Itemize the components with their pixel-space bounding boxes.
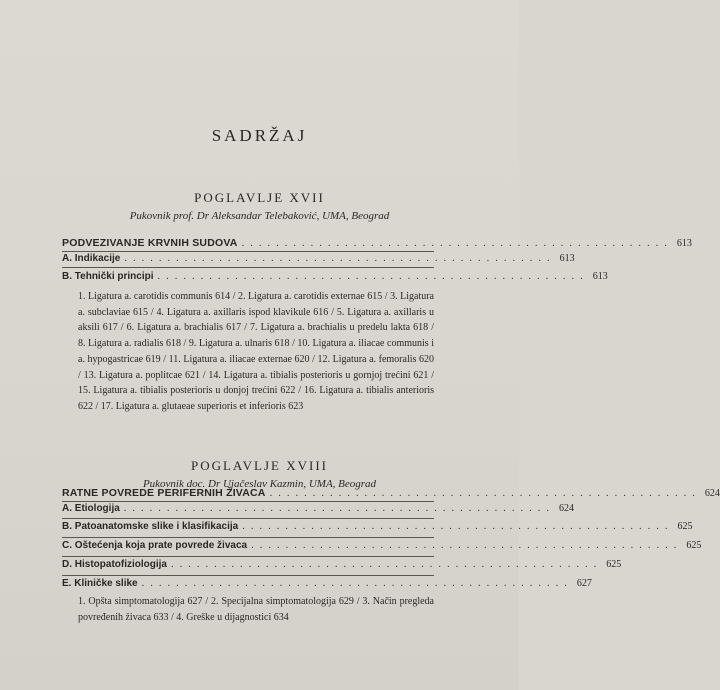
divider xyxy=(62,575,434,576)
divider xyxy=(62,501,434,502)
leader-dots: .................................................. xyxy=(269,488,701,499)
toc-entry xyxy=(62,540,702,556)
leader-dots: .................................................. xyxy=(242,521,674,532)
divider xyxy=(62,518,434,519)
toc-entry-label: B. Tehnički principi xyxy=(62,271,154,282)
chapter-heading: POGLAVLJE XVII xyxy=(194,190,325,205)
toc-entry xyxy=(62,503,575,519)
toc-entry xyxy=(62,559,622,575)
toc-entry xyxy=(62,521,693,537)
toc-entry-label: C. Oštećenja koja prate povrede živaca xyxy=(62,540,248,551)
toc-entry-label: PODVEZIVANJE KRVNIH SUDOVA xyxy=(62,237,238,249)
leader-dots: .................................................. xyxy=(124,253,556,264)
toc-entry-label: A. Indikacije xyxy=(62,253,121,264)
leader-dots: .................................................. xyxy=(241,238,673,249)
toc-entry-label: D. Histopatofiziologija xyxy=(62,559,167,570)
leader-dots: .................................................. xyxy=(141,578,573,589)
leader-dots: .................................................. xyxy=(123,503,556,514)
toc-entry-page: 625 xyxy=(686,540,702,551)
divider xyxy=(62,537,434,538)
leader-dots: .................................................. xyxy=(251,540,683,551)
toc-entry-label: E. Kliničke slike xyxy=(62,578,138,589)
toc-entry-page: 613 xyxy=(559,253,575,264)
toc-entry xyxy=(62,578,592,594)
toc-entry xyxy=(62,271,608,287)
toc-entry-page: 613 xyxy=(592,271,608,282)
toc-entry-page: 627 xyxy=(576,578,592,589)
chapter-author: Pukovnik doc. Dr Ujačeslav Kazmin, UMA, Beograd xyxy=(142,478,377,490)
subentry-list: 1. Opšta simptomatologija 627 / 2. Specijalna simptomatologija 629 / 3. Način pregleda povređenih živaca 633 / 4. Greške u dijagnostici 634 xyxy=(78,596,434,623)
toc-entry-page: 624 xyxy=(559,503,575,514)
divider xyxy=(62,556,434,557)
chapter-heading: POGLAVLJE XVIII xyxy=(190,458,328,473)
toc-entry-page: 625 xyxy=(606,559,622,570)
leader-dots: .................................................. xyxy=(171,559,603,570)
toc-entry-label: B. Patoanatomske slike i klasifikacija xyxy=(62,521,239,532)
divider xyxy=(62,251,434,252)
toc-entry-page: 625 xyxy=(677,521,693,532)
toc-entry-page: 624 xyxy=(704,488,720,499)
divider xyxy=(62,267,434,268)
toc-entry-label: A. Etiologija xyxy=(62,503,120,514)
chapter-author: Pukovnik prof. Dr Aleksandar Telebaković, UMA, Beograd xyxy=(129,210,390,222)
toc-entry-page: 613 xyxy=(676,238,692,249)
page-title: SADRŽAJ xyxy=(211,126,308,145)
subentry-list: 1. Ligatura a. carotidis communis 614 / 2. Ligatura a. carotidis externae 615 / 3. Ligatura a. subclaviae 615 / 4. Ligatura a. axillaris ispod klavikule 616 / 5. Ligatura a. axillaris u aksili 617 / 6. Ligatura a. brachialis 617 / 7. Ligatura a. brachialis u predelu lakta 618 / 8. Ligatura a. radialis 618 / 9. Ligatura a. ulnaris 618 / 10. Ligatura a. iliacae communis i a. hypogastricae 619 / 11. Ligatura a. iliacae externae 620 / 12. Ligatura a. femoralis 620 / 13. Ligatura a. poplitcae 621 / 14. Ligatura a. tibialis posterioris u gornjoj trećini 621 / 15. Ligatura a. tibialis posterioris u donjoj trećini 622 / 16. Ligatura a. tibialis anterioris 622 / 17. Ligatura a. glutaeae superioris et inferioris 623 xyxy=(78,291,434,412)
toc-entry-label: RATNE POVREDE PERIFERNIH ŽIVACA xyxy=(62,487,266,499)
leader-dots: .................................................. xyxy=(157,271,589,282)
